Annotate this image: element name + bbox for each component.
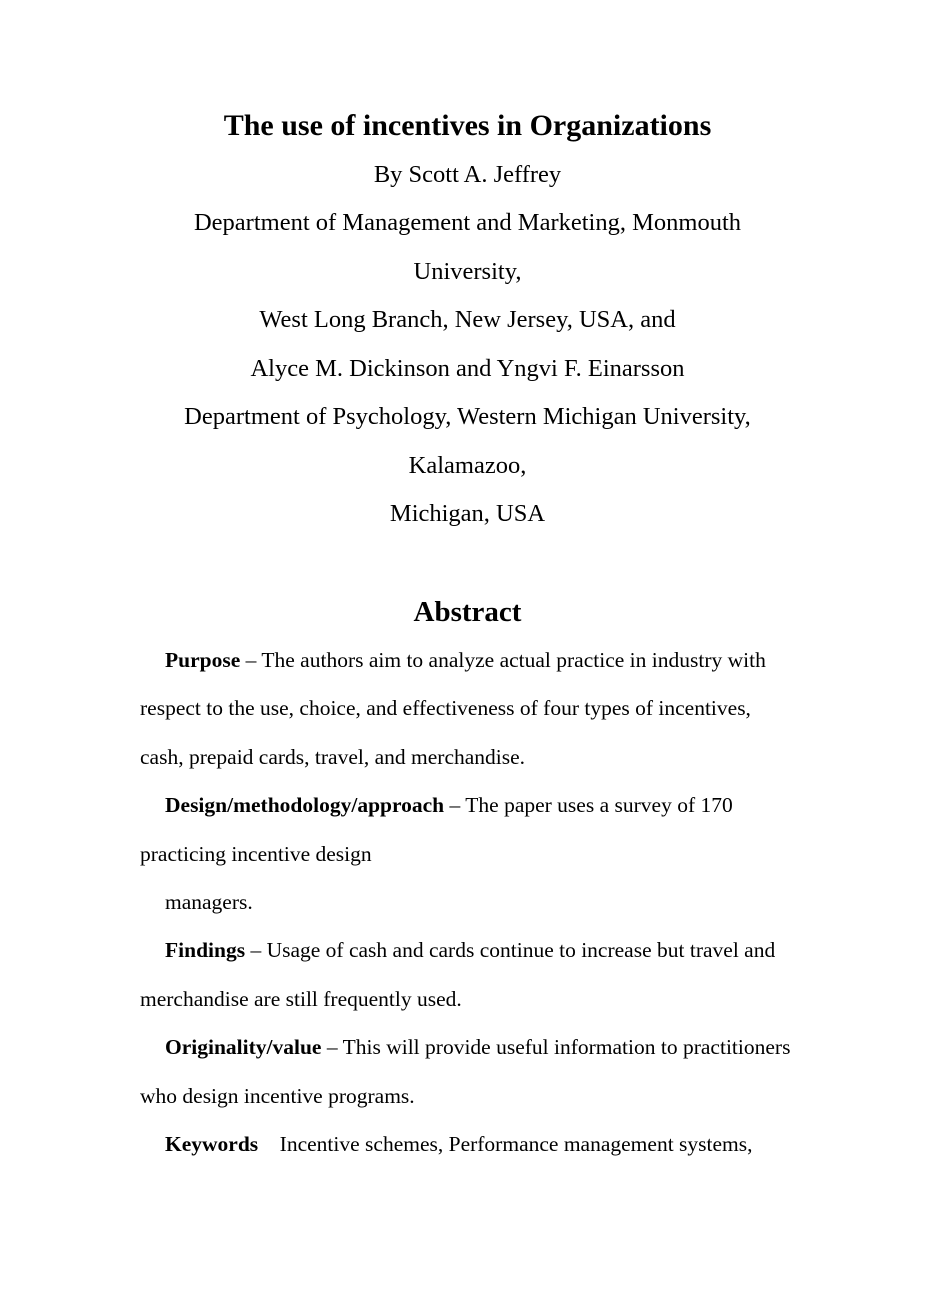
abstract-heading: Abstract	[413, 595, 522, 628]
byline-line: Department of Psychology, Western Michigan University,	[184, 403, 751, 430]
paragraph-label: Findings	[165, 938, 246, 963]
paragraph-text: This will provide useful information to practitioners who design incentive programs.	[140, 1035, 791, 1108]
paragraph-separator: –	[444, 793, 466, 818]
byline-line: University,	[413, 257, 522, 285]
byline-line: Department of Management and Marketing, Monmouth	[193, 209, 742, 236]
page-content	[140, 0, 795, 1168]
byline-block	[140, 151, 795, 539]
byline-line: Kalamazoo,	[408, 451, 527, 479]
abstract-paragraph-design	[140, 781, 795, 878]
paragraph-separator	[258, 1132, 280, 1156]
abstract-paragraph-findings	[140, 926, 795, 1023]
paragraph-text: The paper uses a survey of 170 practicing incentive design	[140, 793, 733, 866]
paragraph-separator: –	[321, 1035, 343, 1060]
byline-line: West Long Branch, New Jersey, USA, and	[259, 306, 676, 333]
abstract-paragraph-keywords	[140, 1120, 795, 1168]
paragraph-text: Incentive schemes, Performance management systems,	[279, 1132, 753, 1157]
abstract-paragraph-purpose	[140, 636, 795, 781]
paragraph-label: Keywords	[165, 1132, 259, 1157]
byline-line: By Scott A. Jeffrey	[373, 160, 562, 188]
paragraph-separator: –	[240, 648, 262, 672]
paragraph-label: Originality/value	[165, 1035, 322, 1060]
paragraph-label: Design/methodology/approach	[165, 793, 445, 818]
paragraph-text: Usage of cash and cards continue to increase but travel and merchandise are still frequently used.	[140, 938, 776, 1011]
paragraph-label: Purpose	[165, 648, 241, 672]
abstract-body	[140, 636, 795, 1168]
paragraph-text: managers.	[165, 890, 253, 915]
paragraph-text: The authors aim to analyze actual practice in industry with respect to the use, choice, and effectiveness of four types of incentives, cash, prepaid cards, travel, and merchandise.	[140, 648, 766, 769]
paper-title: The use of incentives in Organizations	[223, 109, 712, 142]
byline-line: Alyce M. Dickinson and Yngvi F. Einarsson	[250, 354, 685, 382]
byline-line: Michigan, USA	[389, 500, 546, 527]
paragraph-separator: –	[245, 938, 267, 963]
abstract-paragraph-managers	[140, 878, 795, 926]
abstract-paragraph-originality	[140, 1023, 795, 1120]
